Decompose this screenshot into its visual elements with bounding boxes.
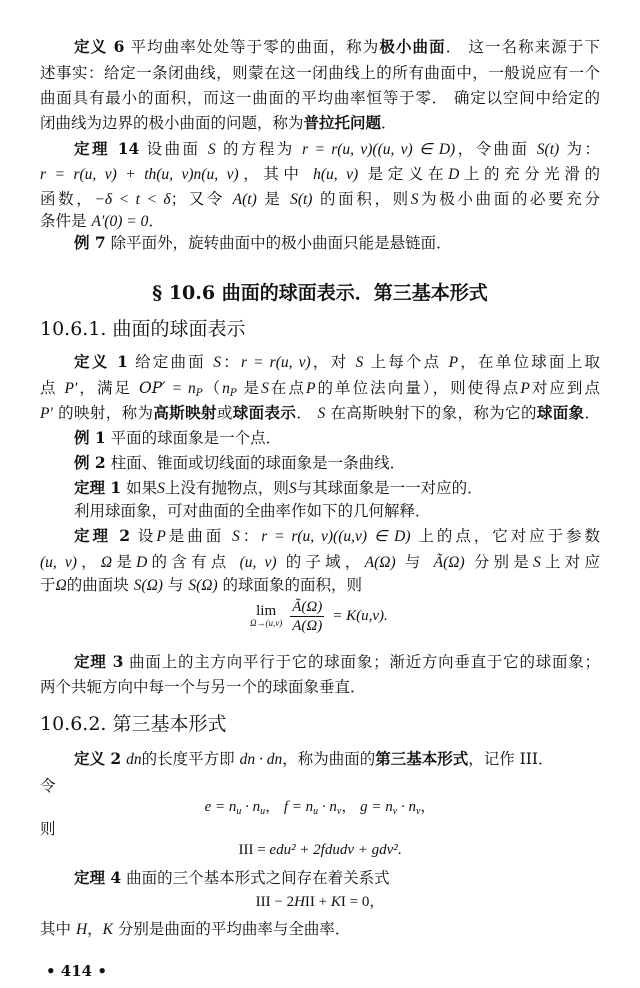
text-line [74, 478, 600, 499]
math-expression: dn [126, 751, 142, 768]
lim-text: lim [256, 602, 277, 619]
text-run: ， [265, 799, 284, 815]
text-run: III = [238, 842, 270, 858]
bold-term: 定理 1 [74, 478, 122, 497]
bold-term: 定理 3 [74, 652, 124, 671]
math-expression: u [313, 806, 319, 817]
text-run: 与其球面象是一一对应的． [296, 479, 483, 497]
text-run: 上没有抛物点，则 [164, 479, 289, 497]
text-run: 是 [112, 553, 137, 571]
text-line [40, 677, 600, 697]
text-run: 上的点，它对应于参数 [410, 527, 600, 545]
text-line [74, 453, 600, 473]
text-run: 与 [162, 576, 189, 594]
text-run: I = 0， [340, 894, 385, 910]
fraction [290, 598, 324, 635]
text-run: 分别是 [464, 553, 534, 571]
math-expression: K [102, 921, 113, 938]
text-run: 的面积，则 [312, 190, 411, 208]
text-line [40, 164, 600, 184]
math-expression: · n [241, 799, 261, 815]
math-expression: D [136, 554, 148, 571]
text-run: 函数， [40, 190, 95, 208]
math-expression: P [448, 354, 459, 371]
text-run: 的子域， [276, 553, 365, 571]
bold-term: 球面表示 [232, 403, 297, 422]
math-expression: S [317, 405, 326, 422]
bold-term: 高斯映射 [153, 403, 217, 422]
math-expression: n [222, 380, 230, 397]
formula-rhs: = K(u,v). [332, 608, 388, 624]
math-expression: v [415, 806, 421, 817]
text-line [74, 428, 600, 448]
math-expression: g = n [360, 799, 393, 815]
text-run: ；又令 [170, 190, 233, 208]
math-expression: v [336, 806, 342, 817]
text-run: ，对 [310, 353, 356, 371]
display-formula [0, 890, 640, 911]
math-expression: P′ [64, 380, 78, 397]
text-run: 闭曲线为边界的极小曲面的问题，称为 [40, 114, 304, 132]
text-line [40, 63, 600, 83]
text-run: 在点 [268, 379, 306, 397]
text-run: ． [148, 212, 164, 230]
denominator: A(Ω) [292, 618, 323, 634]
text-run: 对应到点 [529, 379, 600, 397]
text-run: 的含有点 [147, 553, 240, 571]
text-run: 柱面、锥面或切线面的球面象是一条曲线． [105, 454, 406, 472]
math-expression: S [157, 480, 165, 497]
text-run: 两个共轭方向中每一个与另一个的球面象垂直． [40, 678, 366, 696]
text-line [74, 37, 600, 57]
bold-term: 定理 14 [74, 139, 140, 158]
text-line [40, 819, 600, 839]
math-expression: r = r(u, v) [240, 354, 311, 371]
text-run: （ [202, 379, 223, 397]
math-expression: S [355, 354, 364, 371]
math-expression: · n [318, 799, 337, 815]
text-run: ，在单位球面上取 [458, 353, 600, 371]
text-line [74, 868, 600, 888]
text-run: 分别是曲面的平均曲率与全曲率． [113, 920, 351, 938]
text-line [40, 211, 600, 232]
text-run: 与 [395, 553, 434, 571]
math-expression: S [213, 354, 221, 371]
text-run: 曲面具有最小的面积，而这一曲面的平均曲率恒等于零． 确定以空间中给定的 [40, 89, 600, 107]
text-line [74, 501, 600, 521]
text-line [40, 575, 600, 596]
math-expression: −δ < t < δ [94, 191, 171, 208]
math-expression: D [448, 166, 460, 183]
display-formula [0, 795, 640, 817]
page-number: • 414 • [46, 962, 107, 980]
math-expression: H [294, 894, 305, 910]
text-run: ，令曲面 [455, 140, 537, 158]
math-expression: f = n [283, 799, 314, 815]
text-run: 是 [256, 190, 291, 208]
bold-term: 普拉托问题 [303, 113, 382, 132]
text-run: 的曲面块 [66, 576, 134, 594]
math-expression: Ω [55, 577, 67, 594]
text-run: ： [239, 527, 262, 545]
bold-term: 定理 2 [74, 526, 131, 545]
text-line [74, 233, 600, 253]
text-run: ，满足 [77, 379, 140, 397]
numerator: Ã(Ω) [292, 599, 323, 615]
section-heading: § 10.6 曲面的球面表示．第三基本形式 [152, 282, 488, 304]
text-run: 其中 [40, 920, 76, 938]
text-run: 设曲面 [139, 140, 208, 158]
text-run: ． 这一名称来源于下 [445, 38, 600, 56]
math-expression: S [207, 141, 216, 158]
math-expression: S [410, 191, 419, 208]
bold-term: 定义 1 [74, 352, 128, 371]
math-expression: S(t) [290, 191, 313, 208]
text-run: ． [584, 404, 600, 422]
math-expression: h(u, v) [313, 166, 359, 183]
text-run: 的方程为 [215, 140, 303, 158]
math-expression: Ã(Ω) [433, 554, 465, 571]
text-run: ． [381, 114, 397, 132]
bold-term: 定理 4 [74, 868, 122, 887]
math-expression: dn · dn [239, 751, 283, 768]
text-run: 令 [40, 777, 56, 795]
subsection-heading-2: 10.6.2. 第三基本形式 [40, 713, 227, 735]
text-line [74, 526, 600, 546]
bold-term: 极小曲面 [379, 37, 446, 56]
text-run: ． [296, 404, 318, 422]
subsection-heading-1: 10.6.1. 曲面的球面表示 [40, 318, 246, 340]
text-run: 是曲面 [165, 527, 233, 545]
text-line [40, 113, 600, 133]
text-run: 曲面上的主方向平行于它的球面象；渐近方向垂直于它的球面象； [123, 653, 600, 671]
math-expression: S(Ω) [188, 577, 218, 594]
math-expression: A(Ω) [364, 554, 396, 571]
bold-term: 例 2 [74, 453, 106, 472]
lim-subscript: Ω→(u,v) [250, 617, 283, 628]
text-line [74, 139, 600, 159]
math-expression: P [520, 380, 530, 397]
text-line [40, 403, 600, 423]
text-line [74, 749, 600, 770]
math-expression: S [232, 528, 240, 545]
text-run: 如果 [121, 479, 158, 497]
bold-term: 定义 6 [74, 37, 125, 56]
math-expression: (u, v) [239, 554, 277, 571]
text-run: 除平面外，旋转曲面中的极小曲面只能是悬链面． [105, 234, 452, 252]
math-expression: P [306, 380, 316, 397]
bold-term: 例 1 [74, 428, 106, 447]
bold-term: 球面象 [536, 403, 585, 422]
math-expression: A(t) [232, 191, 257, 208]
text-run: 平面的球面象是一个点． [105, 429, 282, 447]
math-expression: (u, v) [40, 554, 77, 571]
text-line [40, 378, 600, 398]
display-formula [0, 842, 640, 859]
text-run: 曲面的三个基本形式之间存在着关系式 [121, 869, 390, 887]
text-run: 或 [216, 404, 233, 422]
math-expression: P′ [40, 405, 53, 422]
text-line [40, 189, 600, 209]
text-run: . [397, 842, 402, 858]
math-expression: r = r(u, v)((u, v) ∈ D) [302, 141, 456, 158]
text-line [40, 919, 600, 940]
text-run: ， [420, 799, 436, 815]
text-run: 为极小曲面的必要充分 [418, 190, 600, 208]
text-run: 的球面象的面积，则 [217, 576, 363, 594]
text-run: ，其中 [238, 165, 314, 183]
math-expression: u [260, 806, 266, 817]
text-run: 于 [40, 576, 56, 594]
text-run: 为： [559, 140, 600, 158]
limit-formula [250, 598, 388, 635]
text-run: 点 [40, 379, 65, 397]
math-expression: · n [397, 799, 416, 815]
math-expression: e = n [204, 799, 237, 815]
math-expression: r = r(u, v)((u,v) ∈ D) [261, 528, 411, 545]
text-run: 上的充分光滑的 [459, 165, 600, 183]
text-run: 上每个点 [363, 353, 449, 371]
math-expression: P [229, 388, 237, 398]
math-expression: → OP′ [139, 378, 166, 398]
text-run: ，称为曲面的 [282, 750, 376, 768]
text-run: 是 [236, 379, 262, 397]
text-run: 给定曲面 [127, 353, 214, 371]
math-expression: P [156, 528, 166, 545]
text-run: ， [76, 553, 101, 571]
math-expression: S(t) [536, 141, 560, 158]
text-run: 利用球面象，可对曲面的全曲率作如下的几何解释． [74, 502, 431, 520]
math-expression: Ω [100, 554, 113, 571]
text-run: 是定义在 [358, 165, 449, 183]
text-run: ， [341, 799, 361, 815]
math-expression: H [75, 921, 88, 938]
math-expression: r = r(u, v) + th(u, v)n(u, v) [40, 166, 239, 183]
math-expression: v [392, 806, 398, 817]
math-expression: A′(0) = 0 [91, 213, 149, 230]
math-expression: S [288, 480, 297, 497]
text-run: 设 [130, 527, 157, 545]
text-run: 述事实：给定一条闭曲线，则蒙在这一闭曲线上的所有曲面中，一般说应有一个 [40, 64, 600, 82]
text-run: III − 2 [255, 894, 295, 910]
math-expression: S [261, 380, 269, 397]
math-expression: S [533, 554, 541, 571]
text-run: 的映射，称为 [52, 404, 154, 422]
text-run: 则 [40, 820, 56, 838]
text-run: ， [87, 920, 103, 938]
math-expression: K [330, 894, 341, 910]
text-run: II + [304, 894, 331, 910]
text-line [74, 352, 600, 372]
text-line [40, 552, 600, 572]
text-run: 的单位法向量），则使得点 [315, 379, 521, 397]
bold-term: 定义 2 [74, 749, 122, 768]
text-run: 的长度平方即 [141, 750, 240, 768]
bold-term: 第三基本形式 [375, 749, 469, 768]
limit-operator [250, 602, 283, 629]
text-run: 上对应 [540, 553, 600, 571]
text-run: 条件是 [40, 212, 92, 230]
math-expression: = n [165, 380, 196, 397]
math-expression: edu² + 2fdudv + gdv² [269, 842, 398, 858]
text-line [40, 88, 600, 108]
text-run: 平均曲率处处等于零的曲面，称为 [124, 38, 380, 56]
text-line [40, 776, 600, 796]
text-run: ： [220, 353, 241, 371]
text-line [74, 652, 600, 672]
math-expression: u [236, 806, 242, 817]
math-expression: S(Ω) [133, 577, 163, 594]
math-expression: P [195, 388, 203, 398]
text-run: ，记作 III． [468, 750, 554, 768]
text-run: 在高斯映射下的象，称为它的 [325, 404, 537, 422]
bold-term: 例 7 [74, 233, 106, 252]
